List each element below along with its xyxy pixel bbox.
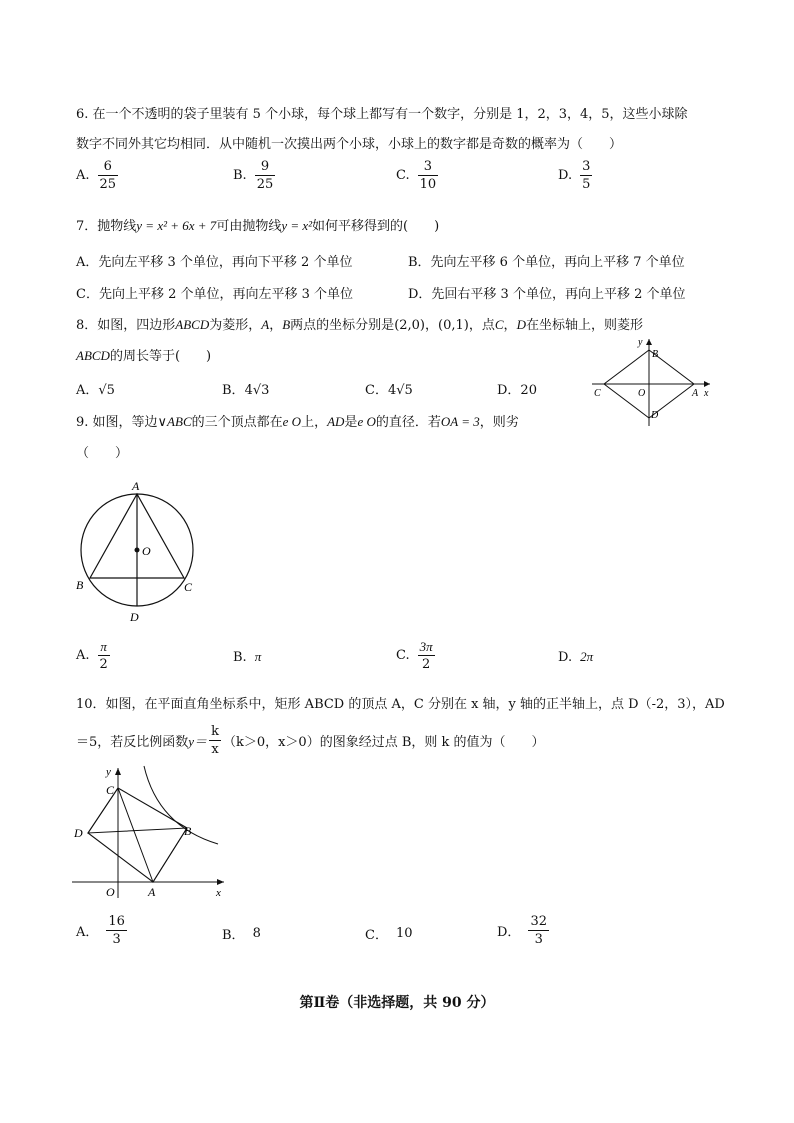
q6-option-b xyxy=(233,160,275,191)
fig-label-d: D xyxy=(74,826,83,840)
q9-line2: （ ） xyxy=(76,446,129,461)
fig-label-x: x xyxy=(216,887,221,899)
section-ii-heading: 第Ⅱ卷（非选择题，共 90 分） xyxy=(299,995,495,1011)
q8-rhombus-figure xyxy=(586,334,716,430)
y-axis-arrow xyxy=(115,768,121,775)
fig-label-c: C xyxy=(184,580,193,594)
q6-option-c xyxy=(396,160,438,191)
q9-option-c: C. $\frac{3\pi}{2}$ xyxy=(396,639,433,672)
q9-option-a: A. $\frac{\pi}{2}$ xyxy=(76,639,108,672)
fig-label-o: O xyxy=(638,388,646,399)
q9-circle-figure xyxy=(70,476,205,626)
q10-line2: ＝5，若反比例函数 y＝ $\frac{k}{x}$ （k＞0，x＞0）的图象经过点 B，则 k 的值为（ ） xyxy=(76,724,545,757)
equation: y = x² xyxy=(281,218,313,233)
x-axis-arrow xyxy=(704,381,710,387)
fig-label-c: C xyxy=(106,783,115,797)
q8-line1: 8．如图，四边形ABCD为菱形，A，B两点的坐标分别是(2,0)，(0,1)，点C，D在坐标轴上，则菱形 xyxy=(76,317,643,333)
y-axis-arrow xyxy=(646,339,652,345)
option-label: C. xyxy=(396,168,410,183)
q10-option-b: B． 8 xyxy=(222,926,261,943)
q9-line1: 9. 如图，等边∨ABC的三个顶点都在e O上，AD是e O的直径．若OA = 3，则劣 xyxy=(76,414,519,430)
q8-line2: ABCD的周长等于( ) xyxy=(76,348,212,364)
fig-label-x: x xyxy=(704,388,709,399)
rectangle-abcd xyxy=(88,788,187,882)
q6-line1: 6. 在一个不透明的袋子里装有 5 个小球，每个球上都写有一个数字，分别是 1，2，3，4，5，这些小球除 xyxy=(76,107,688,122)
fraction: $\frac{32}{3}$ xyxy=(530,914,547,947)
q8-option-c: C．4√5 xyxy=(365,383,413,398)
q7-option-a: A．先向左平移 3 个单位，再向下平移 2 个单位 xyxy=(76,255,353,270)
q10-coordinate-figure xyxy=(68,764,233,902)
fig-label-y: y xyxy=(106,766,111,778)
fig-label-b: B xyxy=(76,578,84,592)
fraction: $\frac{6}{25}$ xyxy=(99,159,117,192)
fig-label-o: O xyxy=(106,885,115,899)
fig-label-c: C xyxy=(594,388,601,399)
equation: y = x² + 6x + 7 xyxy=(136,218,217,233)
q7-option-c: C．先向上平移 2 个单位，再向左平移 3 个单位 xyxy=(76,287,354,302)
q6-option-d xyxy=(558,160,592,191)
option-label: D. xyxy=(558,168,573,183)
q10-option-c: C． 10 xyxy=(365,926,413,943)
q8-option-a: A．√5 xyxy=(76,383,115,398)
q7-option-b: B．先向左平移 6 个单位，再向上平移 7 个单位 xyxy=(408,255,685,270)
q8-option-b: B．4√3 xyxy=(222,383,270,398)
fig-label-d: D xyxy=(130,610,139,624)
q8-option-d: D．20 xyxy=(497,383,537,398)
fig-label-o: O xyxy=(142,544,151,558)
fig-label-y: y xyxy=(638,337,643,348)
rectangle-abcd-outline xyxy=(88,788,187,882)
q7-stem: 7．抛物线y = x² + 6x + 7可由抛物线y = x²如何平移得到的( ) xyxy=(76,218,440,234)
q9-option-d: D. 2π xyxy=(558,649,594,665)
q10-line1: 10．如图，在平面直角坐标系中，矩形 ABCD 的顶点 A，C 分别在 x 轴，y 轴的正半轴上，点 D（-2，3），AD xyxy=(76,697,725,712)
q6-option-a xyxy=(76,160,118,191)
q10-option-a: A． $\frac{16}{3}$ xyxy=(76,914,125,947)
fig-label-b: B xyxy=(652,349,659,360)
fig-label-d: D xyxy=(651,410,659,421)
option-label: A. xyxy=(76,168,90,183)
fig-label-b: B xyxy=(184,824,192,838)
q9-option-b: B. π xyxy=(233,649,262,665)
fraction: $\frac{k}{x}$ xyxy=(211,724,219,757)
q6-line2: 数字不同外其它均相同．从中随机一次摸出两个小球，小球上的数字都是奇数的概率为（ ） xyxy=(76,137,623,152)
fig-label-a: A xyxy=(132,479,140,493)
q7-option-d: D．先回右平移 3 个单位，再向上平移 2 个单位 xyxy=(408,287,686,302)
fraction: $\frac{16}{3}$ xyxy=(108,914,125,947)
fig-label-a: A xyxy=(148,885,156,899)
fraction: $\frac{9}{25}$ xyxy=(256,159,274,192)
q10-option-d: D． $\frac{32}{3}$ xyxy=(497,914,547,947)
fig-label-a: A xyxy=(692,388,699,399)
option-label: B. xyxy=(233,168,247,183)
fraction: $\frac{3}{10}$ xyxy=(419,159,437,192)
fraction: $\frac{3}{5}$ xyxy=(582,159,591,192)
hyperbola-curve xyxy=(144,766,218,844)
center-dot xyxy=(135,548,140,553)
x-axis-arrow xyxy=(217,879,224,885)
fraction: $\frac{\pi}{2}$ xyxy=(99,639,108,672)
fraction: $\frac{3\pi}{2}$ xyxy=(419,639,433,672)
